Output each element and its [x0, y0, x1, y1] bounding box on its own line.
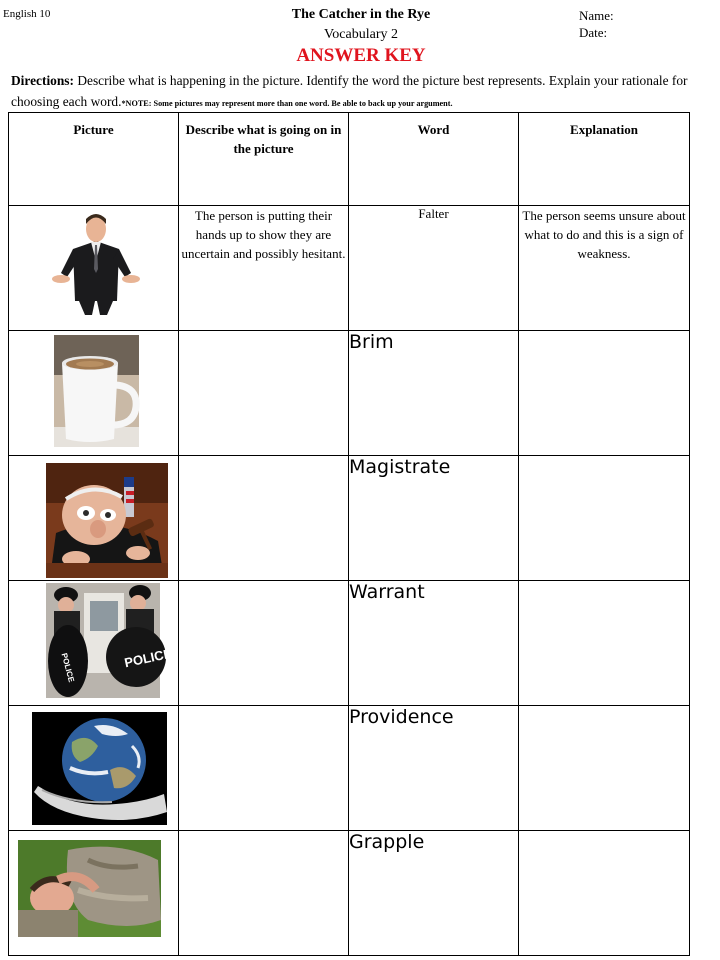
answer-key-heading: ANSWER KEY — [296, 45, 426, 66]
picture-cell — [9, 581, 179, 706]
word-cell: Grapple — [349, 831, 519, 956]
header-explanation: Explanation — [519, 113, 690, 206]
picture-cell — [9, 456, 179, 581]
coffee-mug-image — [54, 335, 139, 447]
explanation-cell — [519, 581, 690, 706]
description-cell — [179, 456, 349, 581]
word-cell: Brim — [349, 331, 519, 456]
picture-cell — [9, 831, 179, 956]
table-row — [9, 331, 690, 456]
word-cell: Providence — [349, 706, 519, 831]
table-row — [9, 706, 690, 831]
word-cell: Falter — [349, 206, 519, 331]
table-row — [9, 831, 690, 956]
table-row — [9, 456, 690, 581]
man-shrugging-image — [51, 209, 141, 319]
judge-with-gavel-image — [46, 463, 168, 578]
header-picture: Picture — [9, 113, 179, 206]
table-row — [9, 206, 690, 331]
description-cell: The person is putting their hands up to show they are uncertain and possibly hesitant. — [179, 206, 349, 331]
description-cell — [179, 331, 349, 456]
date-label: Date: — [579, 25, 608, 40]
vocabulary-table — [8, 112, 690, 956]
globe-in-hand-image — [32, 712, 167, 825]
explanation-cell — [519, 831, 690, 956]
worksheet-title: The Catcher in the Rye — [291, 7, 431, 22]
shield-lettering: POLICE — [123, 645, 174, 671]
directions-note: *NOTE: Some pictures may represent more than one word. Be able to back up your argument. — [121, 99, 453, 108]
word-cell: Warrant — [349, 581, 519, 706]
word-cell: Magistrate — [349, 456, 519, 581]
directions-lead: Directions: — [11, 73, 74, 88]
table-header-row — [9, 113, 690, 206]
explanation-cell — [519, 456, 690, 581]
header-description: Describe what is going on in the picture — [179, 113, 349, 206]
explanation-cell — [519, 706, 690, 831]
picture-cell — [9, 706, 179, 831]
description-cell — [179, 831, 349, 956]
explanation-cell — [519, 331, 690, 456]
explanation-cell: The person seems unsure about what to do and this is a sign of weakness. — [519, 206, 690, 331]
description-cell — [179, 706, 349, 831]
course-label: English 10 — [3, 8, 51, 20]
name-label: Name: — [579, 8, 614, 23]
header-word: Word — [349, 113, 519, 206]
table-row — [9, 581, 690, 706]
soldiers-wrestling-image — [18, 840, 161, 937]
worksheet-subtitle: Vocabulary 2 — [324, 27, 398, 42]
police-with-shields-image — [46, 583, 174, 698]
picture-cell — [9, 206, 179, 331]
picture-cell — [9, 331, 179, 456]
description-cell — [179, 581, 349, 706]
svg-text:POLICE: POLICE — [59, 652, 76, 684]
directions-text: Describe what is happening in the picture. Identify the word the picture best represents. Explain your rationale for choosing each word. — [11, 73, 688, 109]
directions — [11, 70, 711, 114]
